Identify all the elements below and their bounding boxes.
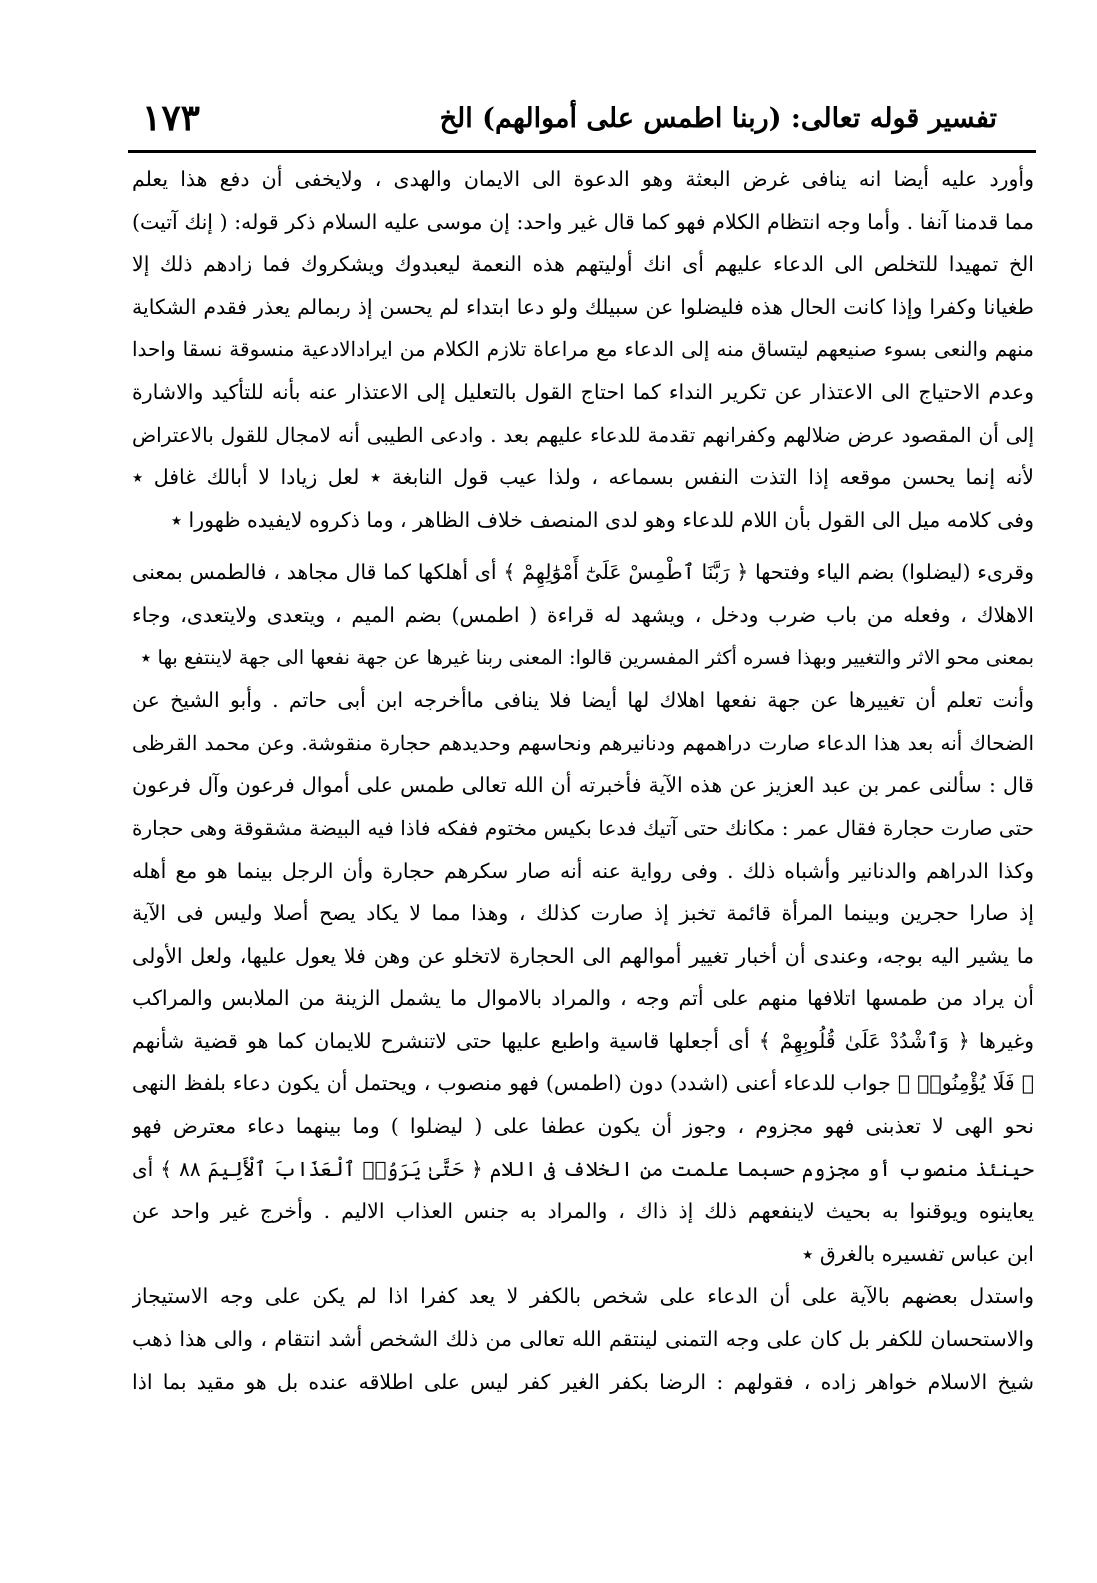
text-line: حتى صارت حجارة فقال عمر : مكانك حتى آتيك فدعا بكيس مختوم ففكه فاذا فيه البيضة مشقوقة وهى حجارة xyxy=(132,815,1034,840)
text-line: الخ تمهيدا للتخلص الى الدعاء عليهم أى انك أوليتهم هذه النعمة ليعبدوك ويشكروك فما زادهم ذلك إلا xyxy=(132,252,1034,277)
text-line: واستدل بعضهم بالآية على أن الدعاء على شخص بالكفر لا يعد كفرا اذا لم يكن على وجه الاستيجاز xyxy=(132,1284,1034,1309)
text-line: وأنت تعلم أن تغييرها عن جهة نفعها اهلاك لها أيضا فلا ينافى ماأخرجه ابن أبى حاتم . وأبو الشيخ عن xyxy=(132,688,1034,713)
text-line: نحو الهى لا تعذبنى فهو مجزوم ، وجوز أن يكون عطفا على ( ليضلوا ) وما بينهما دعاء معترض فهو xyxy=(132,1114,1034,1139)
page-number: ١٧٣ xyxy=(142,97,201,139)
text-line: ابن عباس تفسيره بالغرق ٭ xyxy=(802,1241,1034,1266)
text-line: الاهلاك ، وفعله من باب ضرب ودخل ، ويشهد له قراءة ( اطمس) بضم الميم ، ويتعدى ولايتعدى، وجاء xyxy=(132,602,1034,627)
text-line: وقرىء (ليضلوا) بضم الياء وفتحها ﴿ رَبَّنَا ٱطْمِسْ عَلَىٰٓ أَمْوَٰلِهِمْ ﴾ أى أهلكها كما قال مجاهد ، فالطمس بمعنى xyxy=(132,560,1034,585)
text-line: منهم والنعى بسوء صنيعهم ليتساق منه إلى الدعاء مع مراعاة تلازم الكلام من ايرادالادعية منسوقة نسقا واحدا xyxy=(132,337,1034,362)
text-line: مما قدمنا آنفا . وأما وجه انتظام الكلام فهو كما قال غير واحد: إن موسى عليه السلام ذكر قوله: ( إنك آتيت) xyxy=(132,209,1034,234)
text-line: وغيرها ﴿ وَٱشْدُدْ عَلَىٰ قُلُوبِهِمْ ﴾ أى أجعلها قاسية واطبع عليها حتى لاتنشرح للايمان كما هو قضية شأنهم xyxy=(132,1028,1034,1053)
page-body xyxy=(132,158,1034,1403)
header-rule xyxy=(128,150,1036,153)
text-line: والاستحسان للكفر بل كان على وجه التمنى لينتقم الله تعالى من ذلك الشخص أشد انتقام ، والى هذا ذهب xyxy=(132,1327,1034,1352)
paragraph xyxy=(132,1275,1034,1403)
text-line: إذ صارا حجرين وبينما المرأة قائمة تخبز إذ صارت كذلك ، وهذا مما لا يكاد يصح أصلا وليس فى الآية xyxy=(132,901,1034,926)
paragraph xyxy=(132,158,1034,541)
text-line: وعدم الاحتياج الى الاعتذار عن تكرير النداء كما احتاج القول بالتعليل إلى الاعتذار عنه بأنه للتأكيد والاشارة xyxy=(132,379,1034,404)
text-line: أن يراد من طمسها اتلافها منهم على أتم وجه ، والمراد بالاموال ما يشمل الزينة من الملابس والمراكب xyxy=(132,986,1034,1011)
running-title: تفسير قوله تعالى: (ربنا اطمس على أموالهم) الخ xyxy=(439,103,997,134)
text-line: وأورد عليه أيضا انه ينافى غرض البعثة وهو الدعوة الى الايمان والهدى ، ولايخفى أن دفع هذا يعلم xyxy=(132,167,1034,191)
paragraph xyxy=(132,679,1034,1275)
text-line: الضحاك أنه بعد هذا الدعاء صارت دراهمهم ودنانيرهم ونحاسهم وحديدهم حجارة منقوشة. وعن محمد القرظى xyxy=(132,730,1034,755)
text-line: يعاينوه ويوقنوا به بحيث لاينفعهم ذلك إذ ذاك ، والمراد به جنس العذاب الاليم . وأخرج غير واحد عن xyxy=(132,1199,1034,1224)
text-line: وكذا الدراهم والدنانير وأشباه ذلك . وفى رواية عنه أنه صار سكرهم حجارة وأن الرجل بينما هو مع أهله xyxy=(132,858,1034,883)
text-line: لأنه إنما يحسن موقعه إذا التذت النفس بسماعه ، ولذا عيب قول النابغة ٭ لعل زيادا لا أبالك غافل ٭ xyxy=(132,465,1034,490)
text-line: إلى أن المقصود عرض ضلالهم وكفرانهم تقدمة للدعاء عليهم بعد . وادعى الطيبى أنه لامجال للقول بالاعتراض xyxy=(132,422,1034,447)
text-line: حينئذ منصوب أو مجزوم حسبما علمت من الخلاف فى اللام ﴿ حَتَّىٰ يَرَوُا۟ ٱلْعَذَابَ ٱلْأَلِيمَ ٨٨ ﴾ أى xyxy=(132,1156,1034,1181)
text-line: طغيانا وكفرا وإذا كانت الحال هذه فليضلوا عن سبيلك ولو دعا ابتداء لم يحسن إذ ربمالم يعذر فقدم الشكاية xyxy=(132,294,1034,319)
text-line: قال : سألنى عمر بن عبد العزيز عن هذه الآية فأخبرته أن الله تعالى طمس على أموال فرعون وآل فرعون xyxy=(132,773,1034,798)
text-line: ما يشير اليه بوجه، وعندى أن أخبار تغيير أموالهم الى الحجارة لاتخلو عن وهن فلا يعول عليها، ولعل الأولى xyxy=(132,943,1034,968)
text-line: ﴿ فَلَا يُؤْمِنُوا۟ ﴾ جواب للدعاء أعنى (اشدد) دون (اطمس) فهو منصوب ، ويحتمل أن يكون دعاء بلفظ النهى xyxy=(132,1071,1034,1096)
paragraph xyxy=(132,551,1034,679)
page-header xyxy=(128,95,1037,149)
text-line: شيخ الاسلام خواهر زاده ، فقولهم : الرضا بكفر الغير كفر ليس على اطلاقه عنده بل هو مقيد بما اذا xyxy=(132,1369,1034,1394)
text-line: وفى كلامه ميل الى القول بأن اللام للدعاء وهو لدى المنصف خلاف الظاهر ، وما ذكروه لايفيده ظهورا ٭ xyxy=(170,507,1034,532)
text-line: بمعنى محو الاثر والتغيير وبهذا فسره أكثر المفسرين قالوا: المعنى ربنا غيرها عن جهة نفعها الى جهة لاينتفع بها ٭ xyxy=(140,645,1034,669)
